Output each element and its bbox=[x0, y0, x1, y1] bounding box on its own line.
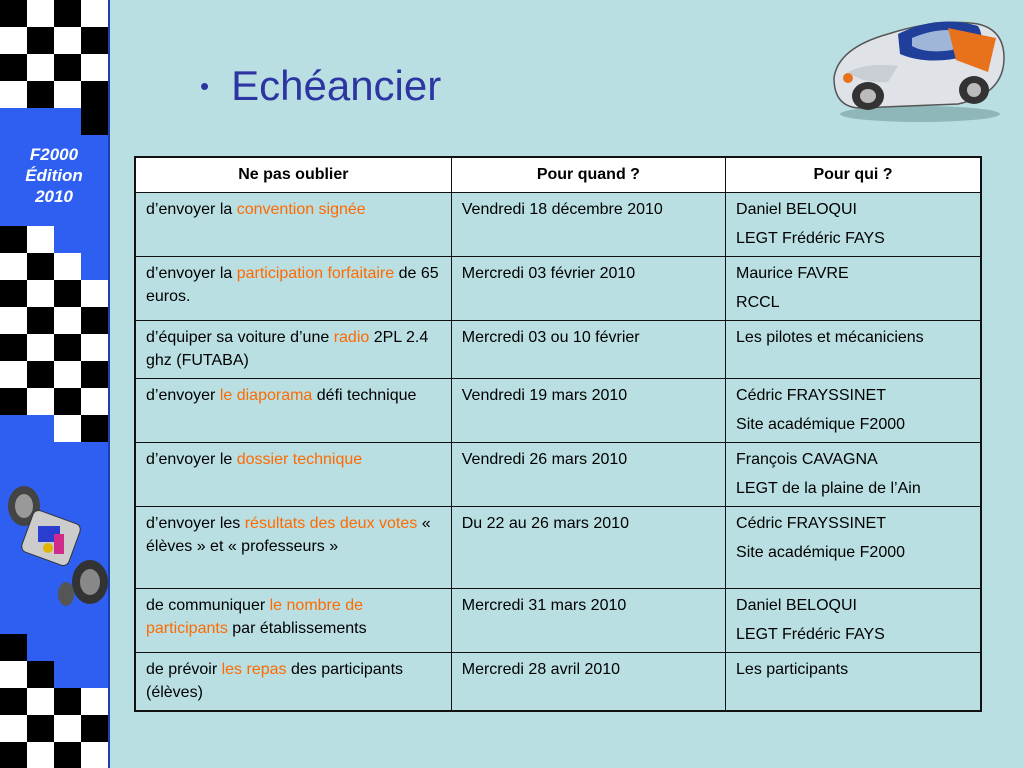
who-line: Cédric FRAYSSINET bbox=[736, 514, 886, 532]
chassis-illustration bbox=[4, 486, 110, 608]
table-header-row bbox=[135, 157, 981, 192]
task-text: par établissements bbox=[227, 619, 367, 637]
checkered-flag-bottom bbox=[0, 634, 108, 768]
table-row bbox=[135, 506, 981, 588]
who-line: Daniel BELOQUI bbox=[736, 596, 857, 614]
who-cell bbox=[726, 256, 981, 320]
task-text: de communiquer bbox=[146, 596, 270, 614]
schedule-table bbox=[134, 156, 982, 712]
edition-label bbox=[0, 144, 108, 207]
edition-line: 2010 bbox=[35, 187, 73, 206]
who-cell bbox=[726, 506, 981, 588]
when-cell: Du 22 au 26 mars 2010 bbox=[451, 506, 725, 588]
who-line: LEGT de la plaine de l’Ain bbox=[736, 479, 921, 497]
task-text: d’envoyer la bbox=[146, 264, 237, 282]
who-cell bbox=[726, 320, 981, 378]
task-highlight: le nombre de participants bbox=[146, 596, 364, 637]
who-line: LEGT Frédéric FAYS bbox=[736, 625, 885, 643]
task-cell bbox=[135, 192, 451, 256]
sidebar-edge bbox=[108, 0, 110, 768]
who-line: Les participants bbox=[736, 660, 849, 678]
task-text: défi technique bbox=[312, 386, 417, 404]
who-line: Maurice FAVRE bbox=[736, 264, 849, 282]
when-cell: Vendredi 18 décembre 2010 bbox=[451, 192, 725, 256]
who-line: RCCL bbox=[736, 293, 780, 311]
table-row bbox=[135, 588, 981, 652]
who-cell bbox=[726, 442, 981, 506]
task-highlight: radio bbox=[333, 328, 370, 346]
task-cell bbox=[135, 442, 451, 506]
who-cell bbox=[726, 652, 981, 711]
task-text: d’équiper sa voiture d’une bbox=[146, 328, 334, 346]
header-task: Ne pas oublier bbox=[135, 157, 451, 192]
table-row bbox=[135, 256, 981, 320]
slide-title bbox=[200, 62, 441, 110]
when-cell: Mercredi 31 mars 2010 bbox=[451, 588, 725, 652]
task-text: des participants (élèves) bbox=[146, 660, 404, 701]
table-row bbox=[135, 652, 981, 711]
table-row bbox=[135, 442, 981, 506]
when-cell: Mercredi 03 ou 10 février bbox=[451, 320, 725, 378]
header-who: Pour qui ? bbox=[726, 157, 981, 192]
when-cell: Vendredi 19 mars 2010 bbox=[451, 378, 725, 442]
task-text: d’envoyer bbox=[146, 386, 220, 404]
task-highlight: dossier technique bbox=[236, 450, 363, 468]
task-cell bbox=[135, 506, 451, 588]
header-when: Pour quand ? bbox=[451, 157, 725, 192]
when-cell: Mercredi 03 février 2010 bbox=[451, 256, 725, 320]
task-text: de 65 euros. bbox=[146, 264, 439, 305]
task-highlight: le diaporama bbox=[219, 386, 313, 404]
who-line: Daniel BELOQUI bbox=[736, 200, 857, 218]
task-text: 2PL 2.4 ghz (FUTABA) bbox=[146, 328, 429, 369]
task-text: de prévoir bbox=[146, 660, 222, 678]
task-text: d’envoyer le bbox=[146, 450, 237, 468]
table-row bbox=[135, 320, 981, 378]
task-cell bbox=[135, 256, 451, 320]
who-cell bbox=[726, 378, 981, 442]
task-highlight: résultats des deux votes bbox=[244, 514, 418, 532]
who-line: Site académique F2000 bbox=[736, 415, 906, 433]
who-line: Cédric FRAYSSINET bbox=[736, 386, 886, 404]
who-line: François CAVAGNA bbox=[736, 450, 878, 468]
task-text: d’envoyer la bbox=[146, 200, 237, 218]
task-cell bbox=[135, 378, 451, 442]
page-title: Echéancier bbox=[231, 62, 442, 109]
task-highlight: les repas bbox=[221, 660, 287, 678]
task-text: d’envoyer les bbox=[146, 514, 245, 532]
checkered-flag-top bbox=[0, 0, 108, 135]
checkered-flag-middle bbox=[0, 226, 108, 469]
title-bullet: • bbox=[200, 70, 210, 101]
edition-line: Édition bbox=[25, 166, 83, 185]
when-cell: Mercredi 28 avril 2010 bbox=[451, 652, 725, 711]
task-highlight: participation forfaitaire bbox=[236, 264, 395, 282]
task-highlight: convention signée bbox=[236, 200, 366, 218]
task-text: « élèves » et « professeurs » bbox=[146, 514, 431, 555]
who-cell bbox=[726, 192, 981, 256]
when-cell: Vendredi 26 mars 2010 bbox=[451, 442, 725, 506]
task-cell bbox=[135, 652, 451, 711]
table-row bbox=[135, 192, 981, 256]
who-cell bbox=[726, 588, 981, 652]
sidebar bbox=[0, 0, 110, 768]
race-car-illustration bbox=[828, 8, 1008, 126]
who-line: Les pilotes et mécaniciens bbox=[736, 328, 924, 346]
who-line: Site académique F2000 bbox=[736, 543, 906, 561]
table-row bbox=[135, 378, 981, 442]
task-cell bbox=[135, 320, 451, 378]
task-cell bbox=[135, 588, 451, 652]
who-line: LEGT Frédéric FAYS bbox=[736, 229, 885, 247]
edition-line: F2000 bbox=[29, 145, 79, 164]
